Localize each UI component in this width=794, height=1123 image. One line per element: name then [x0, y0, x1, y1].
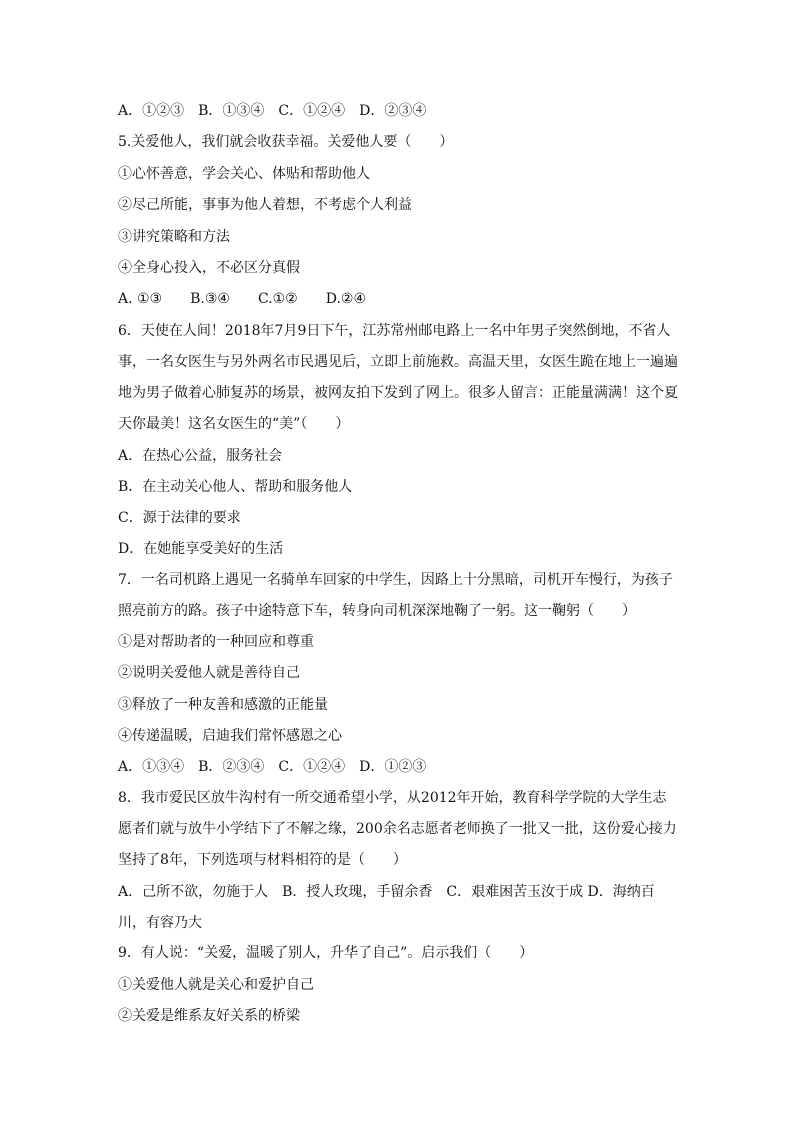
q7-item-1: ①是对帮助者的一种回应和尊重: [118, 634, 314, 650]
q8-options: A．己所不欲，勿施于人 B．授人玫瑰，手留余香 C．艰难困苦玉汝于成 D．海纳百川，有容乃大: [118, 884, 655, 931]
q7-item-2: ②说明关爱他人就是善待自己: [118, 665, 300, 681]
q8-stem: 8．我市爱民区放牛沟村有一所交通希望小学，从2012年开始，教育科学学院的大学生志愿者们就与放牛小学结下了不解之缘，200余名志愿者老师换了一批又一批，这份爱心接力坚持了8年，下列选项与材料相符的是（ ）: [118, 790, 677, 868]
q5-item-2: ②尽己所能，事事为他人着想，不考虑个人利益: [118, 197, 412, 213]
q5-item-3: ③讲究策略和方法: [118, 229, 230, 245]
q9-stem: 9．有人说：“关爱，温暖了别人，升华了自己”。启示我们（ ）: [118, 945, 534, 961]
q6-option-a: A．在热心公益，服务社会: [118, 448, 283, 464]
q4-options: A．①②③ B．①③④ C．①②④ D．②③④: [118, 103, 427, 119]
q6-option-b: B．在主动关心他人、帮助和服务他人: [118, 479, 353, 495]
q5-item-4: ④全身心投入，不必区分真假: [118, 260, 300, 276]
q9-item-2: ②关爱是维系友好关系的桥梁: [118, 1008, 300, 1024]
q5-options: A. ①③ B.③④ C.①② D.②④: [118, 291, 366, 307]
q7-item-4: ④传递温暖，启迪我们常怀感恩之心: [118, 728, 342, 744]
q7-stem: 7．一名司机路上遇见一名骑单车回家的中学生，因路上十分黑暗，司机开车慢行，为孩子照亮前方的路。孩子中途特意下车，转身向司机深深地鞠了一躬。这一鞠躬（ ）: [118, 572, 673, 619]
q5-item-1: ①心怀善意，学会关心、体贴和帮助他人: [118, 166, 370, 182]
q7-options: A．①③④ B．②③④ C．①②④ D．①②③: [118, 759, 427, 775]
q7-item-3: ③释放了一种友善和感激的正能量: [118, 697, 328, 713]
q6-option-c: C．源于法律的要求: [118, 510, 241, 526]
q6-option-d: D．在她能享受美好的生活: [118, 541, 284, 557]
q5-stem: 5.关爱他人，我们就会收获幸福。关爱他人要（ ）: [118, 134, 454, 150]
q6-stem: 6．天使在人间！2018年7月9日下午，江苏常州邮电路上一名中年男子突然倒地，不省人事，一名女医生与另外两名市民遇见后，立即上前施救。高温天里，女医生跪在地上一遍遍地为男子做着心肺复苏的场景，被网友拍下发到了网上。很多人留言：正能量满满！这个夏天你最美！这名女医生的“美”（ ）: [118, 323, 678, 432]
q9-item-1: ①关爱他人就是关心和爱护自己: [118, 977, 314, 993]
